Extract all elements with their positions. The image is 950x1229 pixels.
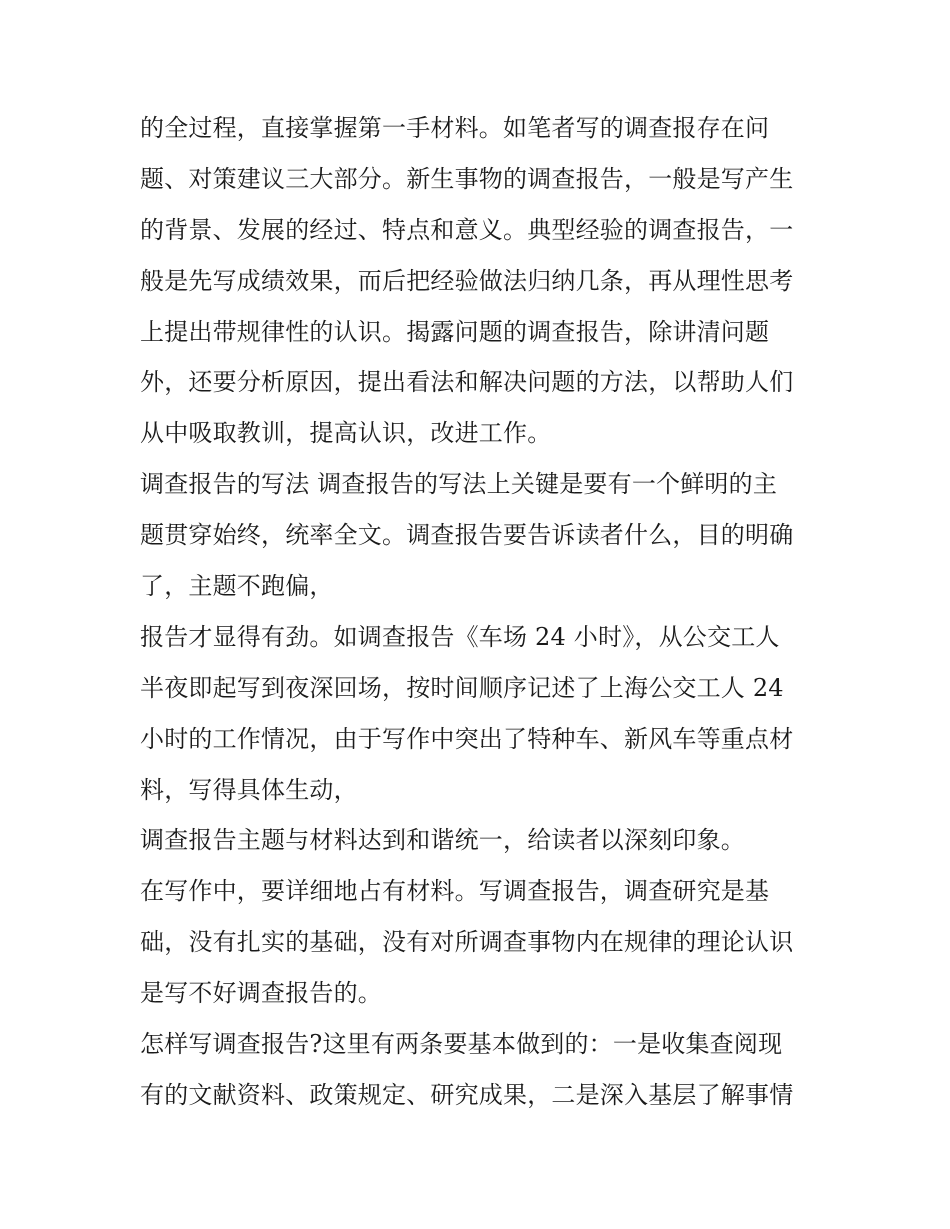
text-line: 的背景、发展的经过、特点和意义。典型经验的调查报告，一 [140, 215, 794, 244]
document-body [140, 103, 820, 1121]
text-line: 料，写得具体生动， [140, 775, 358, 804]
text-line: 题贯穿始终，统率全文。调查报告要告诉读者什么，目的明确 [140, 521, 794, 550]
text-line: 的全过程，直接掌握第一手材料。如笔者写的调查报存在问 [140, 114, 770, 142]
text-line: 了，主题不跑偏， [140, 572, 334, 601]
text-line: 有的文献资料、政策规定、研究成果，二是深入基层了解事情 [140, 1080, 794, 1109]
text-line: 半夜即起写到夜深回场，按时间顺序记述了上海公交工人 24 [140, 673, 784, 702]
text-line: 调查报告主题与材料达到和谐统一，给读者以深刻印象。 [140, 826, 745, 855]
text-line: 怎样写调查报告?这里有两条要基本做到的：一是收集查阅现 [140, 1030, 783, 1059]
text-line: 在写作中，要详细地占有材料。写调查报告，调查研究是基 [140, 877, 770, 906]
text-line: 从中吸取教训，提高认识，改进工作。 [140, 419, 552, 448]
text-line: 调查报告的写法 调查报告的写法上关键是要有一个鲜明的主 [140, 470, 778, 499]
text-line: 上提出带规律性的认识。揭露问题的调查报告，除讲清问题 [140, 317, 770, 346]
text-line: 报告才显得有劲。如调查报告《车场 24 小时》，从公交工人 [140, 622, 780, 651]
text-line: 是写不好调查报告的。 [140, 979, 382, 1008]
text-line: 般是先写成绩效果，而后把经验做法归纳几条，再从理性思考 [140, 266, 794, 295]
text-line: 础，没有扎实的基础，没有对所调查事物内在规律的理论认识 [140, 928, 794, 957]
text-line: 小时的工作情况，由于写作中突出了特种车、新风车等重点材 [140, 724, 794, 753]
text-line: 题、对策建议三大部分。新生事物的调查报告，一般是写产生 [140, 164, 794, 193]
text-line: 外，还要分析原因，提出看法和解决问题的方法，以帮助人们 [140, 368, 794, 397]
